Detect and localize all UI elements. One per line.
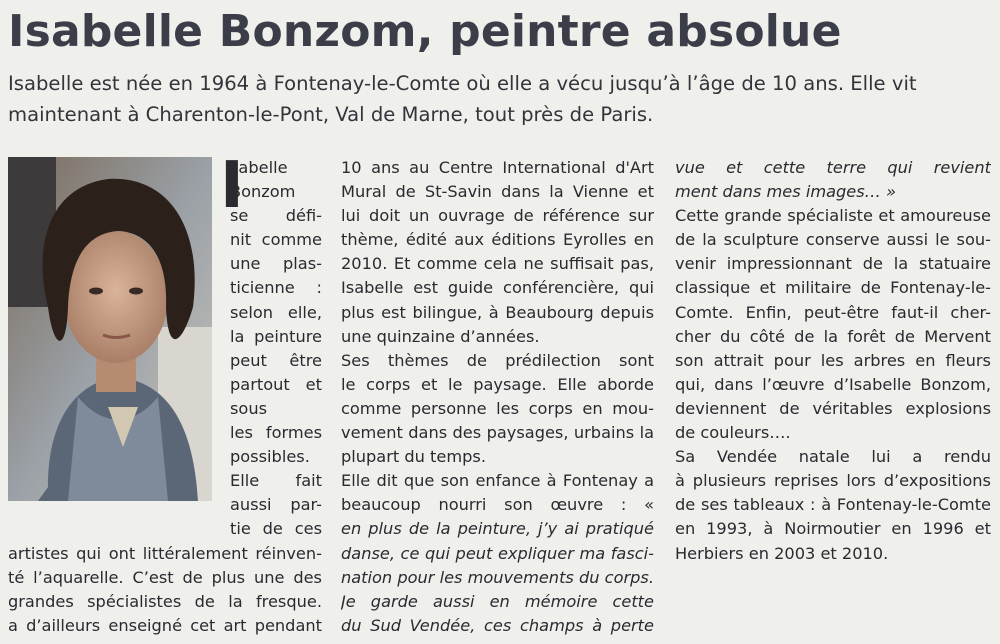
text-line: a d’ailleurs enseigné cet art pendant [8,615,322,635]
col1-narrow-block [8,149,322,542]
text-line: en plus de la peinture, j’y ai pratiqué [341,519,654,539]
text-line: nation pour les mouvements du corps. [341,567,654,587]
text-line: ticienne : [230,278,322,298]
text-line: lui doit un ouvrage de référence sur [341,206,654,226]
text-line: deviennent de véritables explosions [675,398,991,418]
text-line: vement dans des paysages, urbains la [341,423,654,443]
text-line: artistes qui ont littéralement réinven- [8,543,322,563]
text-line: classique et militaire de Fontenay-le- [675,278,991,298]
text-line: le corps et le paysage. Elle aborde [341,374,654,394]
text-line: la peinture [230,326,322,346]
text-line: son attrait pour les arbres en fleurs [675,350,991,370]
article-column-2 [341,156,654,638]
text-line: une quinzaine d’années. [341,326,540,346]
text-line: thème, édité aux éditions Eyrolles en [341,230,654,250]
text-line: Sa Vendée natale lui a rendu [675,447,991,467]
text-line: Je garde aussi en mémoire cette [341,591,654,611]
text-line: qui, dans l’œuvre d’Isabelle Bonzom, [675,374,991,394]
drop-cap: I [220,149,244,223]
lead-line: Isabelle est née en 1964 à Fontenay-le-Comte où elle a vécu jusqu’à l’âge de 10 ans. Elle vit [8,72,917,95]
text-line: Mural de St-Savin dans la Vienne et [341,182,654,202]
text-line: selon elle, [230,302,322,322]
text-line: du Sud Vendée, ces champs à perte [341,615,654,635]
col1-full-block [8,542,322,638]
text-line: une plas- [230,254,322,274]
text-line: plus est bilingue, à Beaubourg depuis [341,302,654,322]
text-line: sous [230,398,268,418]
text-line: Elle fait [230,471,322,491]
text-line: plupart du temps. [341,447,486,467]
text-line: 10 ans au Centre International d'Art [341,158,654,177]
article-column-3 [675,156,991,566]
text-line: vue et cette terre qui revient [675,158,991,177]
article-title: Isabelle Bonzom, peintre absolue [8,6,842,57]
text-line: Cette grande spécialiste et amoureuse [675,206,991,226]
text-line: nit comme [230,230,322,250]
lead-line: maintenant à Charenton-le-Pont, Val de Marne, tout près de Paris. [8,103,654,126]
text-line: se défi- [230,206,322,226]
text-line: tie de ces [230,519,322,539]
text-line: venir impressionnant de la statuaire [675,254,991,274]
text-line: Ses thèmes de prédilection sont [341,350,654,370]
text-line: cher du côté de la forêt de Mervent [675,326,991,346]
text-line: aussi par- [230,495,322,515]
text-line: de ses tableaux : à Fontenay-le-Comte [675,495,991,515]
text-line: les formes [230,423,322,443]
text-line: peut être [230,350,322,370]
text-line: Herbiers en 2003 et 2010. [675,543,889,563]
text-line: en 1993, à Noirmoutier en 1996 et [675,519,991,539]
text-line: Elle dit que son enfance à Fontenay a [341,471,654,491]
text-line: 2010. Et comme cela ne suffisait pas, [341,254,654,274]
text-line: ment dans mes images… » [675,182,896,202]
text-line: grandes spécialistes de la fresque. [8,591,322,611]
text-line: sabelle [230,158,288,177]
text-line: Comte. Enfin, peut-être faut-il cher- [675,302,991,322]
text-line: danse, ce qui peut expliquer ma fasci- [341,543,654,563]
text-line: de couleurs…. [675,423,791,443]
text-line: té l’aquarelle. C’est de plus une des [8,567,322,587]
text-line: partout et [230,374,322,394]
text-line: possibles. [230,447,310,467]
text-line: beaucoup nourri son œuvre : « [341,495,654,515]
text-line: comme personne les corps en mou- [341,398,654,418]
text-line: à plusieurs reprises lors d’expositions [675,471,991,491]
text-line: de la sculpture conserve aussi le sou- [675,230,991,250]
article-lead [8,68,998,130]
article-column-1 [8,149,322,638]
text-line: Bonzom [230,182,296,202]
text-line: Isabelle est guide conférencière, qui [341,278,654,298]
